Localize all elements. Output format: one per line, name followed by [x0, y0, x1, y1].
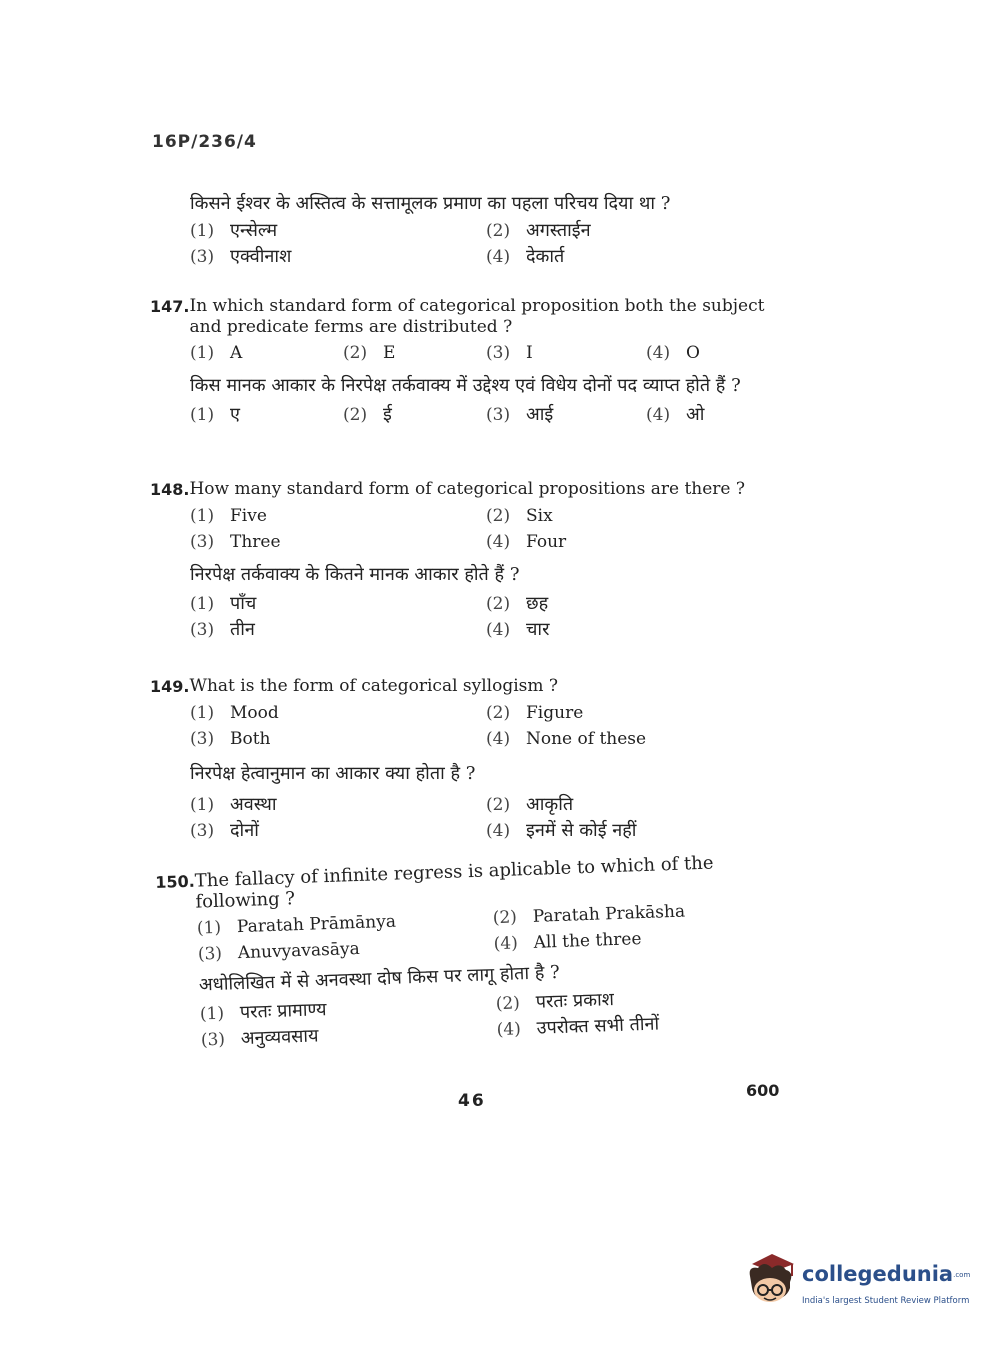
options-row: [150, 402, 780, 428]
option-4[interactable]: (4) इनमें से कोई नहीं: [486, 820, 637, 841]
option-3[interactable]: (3) Both: [190, 729, 271, 749]
options-row: [150, 532, 780, 558]
options-row: [150, 506, 780, 532]
question-149: [150, 676, 780, 844]
options-row: [150, 244, 780, 270]
question-stem-hindi: निरपेक्ष तर्कवाक्य के कितने मानक आकार होते हैं ?: [190, 564, 520, 585]
question-number: 147.: [150, 297, 190, 316]
options-row: [150, 703, 780, 729]
option-4[interactable]: (4) उपरोक्त सभी तीनों: [496, 1013, 660, 1041]
option-2[interactable]: (2) Figure: [486, 703, 584, 723]
question-stem: 148. How many standard form of categorical propositions are there ?: [150, 479, 745, 499]
question-stem: 147. In which standard form of categorical proposition both the subject and predicate ferms are distributed ?: [150, 296, 765, 337]
option-1[interactable]: (1) Five: [190, 506, 267, 526]
option-1[interactable]: (1) परतः प्रामाण्य: [199, 999, 327, 1025]
option-3[interactable]: (3) I: [486, 343, 533, 363]
option-2[interactable]: (2) छह: [486, 593, 549, 614]
options-row: [150, 591, 780, 617]
option-1[interactable]: (1) अवस्था: [190, 794, 277, 815]
question-stem: 150. The fallacy of infinite regress is aplicable to which of the following ?: [155, 852, 714, 913]
logo-tagline: India's largest Student Review Platform: [802, 1296, 970, 1306]
options-row: [150, 343, 780, 369]
option-3[interactable]: (3) दोनों: [190, 820, 259, 841]
option-1[interactable]: (1) Mood: [190, 703, 279, 723]
option-1[interactable]: (1) एन्सेल्म: [190, 220, 278, 241]
option-2[interactable]: (2) परतः प्रकाश: [495, 989, 615, 1015]
question-147: [150, 296, 780, 428]
option-4[interactable]: (4) Four: [486, 532, 567, 552]
option-2[interactable]: (2) Six: [486, 506, 553, 526]
footer-code: 600: [746, 1081, 780, 1100]
question-number: 150.: [155, 871, 196, 892]
option-3[interactable]: (3) Anuvyavasāya: [197, 938, 361, 965]
question-150: [155, 850, 791, 1055]
mascot-icon: [742, 1250, 800, 1316]
option-2[interactable]: (2) ई: [343, 404, 392, 425]
question-number: 149.: [150, 677, 190, 696]
collegedunia-logo[interactable]: [742, 1248, 972, 1318]
question-stem-hindi: किसने ईश्वर के अस्तित्व के सत्तामूलक प्रमाण का पहला परिचय दिया था ?: [190, 193, 671, 214]
option-3[interactable]: (3) Three: [190, 532, 281, 552]
option-4[interactable]: (4) ओ: [646, 404, 705, 425]
option-2[interactable]: (2) Paratah Prakāsha: [492, 901, 686, 929]
option-2[interactable]: (2) आकृति: [486, 794, 574, 815]
option-4[interactable]: (4) चार: [486, 619, 550, 640]
option-1[interactable]: (1) A: [190, 343, 243, 363]
question-148: [150, 479, 780, 643]
question-stem-hindi: निरपेक्ष हेत्वानुमान का आकार क्या होता है ?: [190, 763, 476, 784]
option-3[interactable]: (3) तीन: [190, 619, 255, 640]
option-1[interactable]: (1) पाँच: [190, 593, 257, 614]
question-number: 148.: [150, 480, 190, 499]
question-146-hindi: [150, 193, 780, 270]
option-1[interactable]: (1) ए: [190, 404, 240, 425]
options-row: [150, 729, 780, 755]
options-row: [150, 617, 780, 643]
question-stem-hindi: अधोलिखित में से अनवस्था दोष किस पर लागू होता है ?: [198, 961, 561, 996]
option-1[interactable]: (1) Paratah Prāmānya: [196, 911, 397, 939]
option-2[interactable]: (2) अगस्ताईन: [486, 220, 591, 241]
question-stem: 149. What is the form of categorical syllogism ?: [150, 676, 559, 696]
options-row: [150, 818, 780, 844]
page-number: 46: [458, 1091, 486, 1111]
option-3[interactable]: (3) आई: [486, 404, 554, 425]
options-row: [150, 792, 780, 818]
option-3[interactable]: (3) एक्वीनाश: [190, 246, 292, 267]
paper-code: 16P/236/4: [152, 132, 257, 152]
option-2[interactable]: (2) E: [343, 343, 396, 363]
option-4[interactable]: (4) देकार्त: [486, 246, 565, 267]
option-4[interactable]: (4) O: [646, 343, 700, 363]
options-row: [150, 218, 780, 244]
option-3[interactable]: (3) अनुव्यवसाय: [200, 1025, 319, 1051]
logo-wordmark: collegedunia.com: [802, 1262, 971, 1286]
option-4[interactable]: (4) All the three: [493, 929, 642, 955]
option-4[interactable]: (4) None of these: [486, 729, 647, 749]
question-stem-hindi: किस मानक आकार के निरपेक्ष तर्कवाक्य में उद्देश्य एवं विधेय दोनों पद व्याप्त होते हैं ?: [190, 375, 741, 396]
